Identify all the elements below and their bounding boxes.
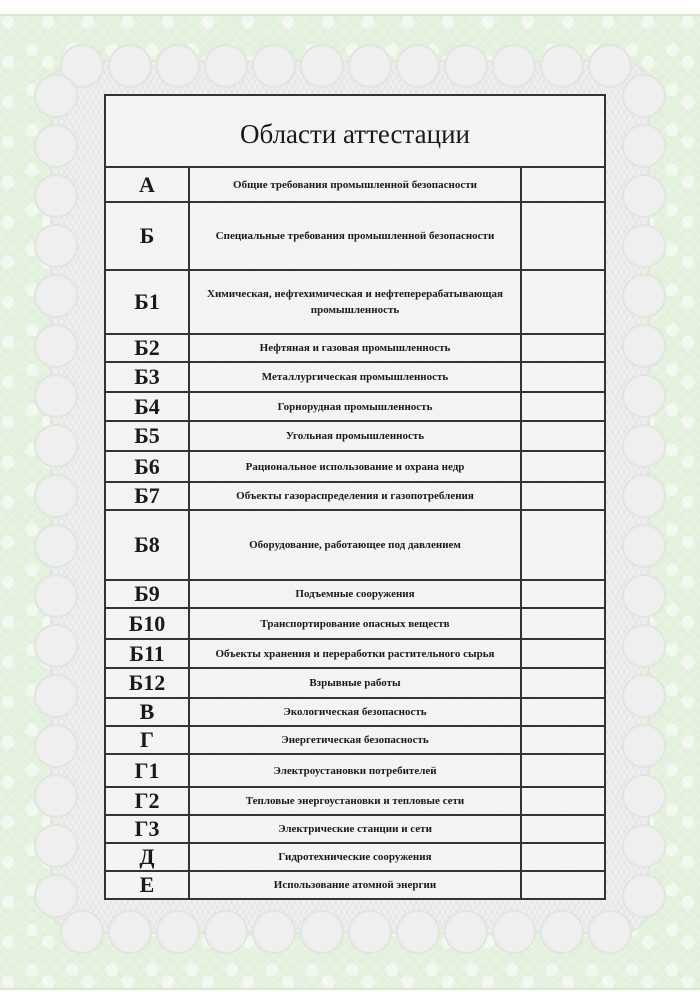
area-description: Угольная промышленность xyxy=(189,421,521,451)
table-row xyxy=(105,580,605,608)
area-code: Б9 xyxy=(105,580,189,608)
scallop-ornament xyxy=(624,476,664,516)
area-code: Б12 xyxy=(105,668,189,698)
area-code: Г1 xyxy=(105,754,189,787)
scallop-ornament xyxy=(624,226,664,266)
scallop-ornament xyxy=(624,176,664,216)
scallop-ornament xyxy=(36,526,76,566)
scallop-ornament xyxy=(350,46,390,86)
table-row xyxy=(105,167,605,202)
area-code: Б4 xyxy=(105,392,189,421)
scallop-ornament xyxy=(36,776,76,816)
empty-mark-cell xyxy=(521,815,605,843)
area-description: Химическая, нефтехимическая и нефтеперерабатывающая промышленность xyxy=(189,270,521,334)
area-code: Б5 xyxy=(105,421,189,451)
empty-mark-cell xyxy=(521,421,605,451)
empty-mark-cell xyxy=(521,608,605,639)
scallop-ornament xyxy=(36,676,76,716)
table-row xyxy=(105,698,605,726)
empty-mark-cell xyxy=(521,726,605,754)
scallop-ornament xyxy=(36,476,76,516)
area-description: Рациональное использование и охрана недр xyxy=(189,451,521,482)
table-row xyxy=(105,451,605,482)
area-description: Взрывные работы xyxy=(189,668,521,698)
area-code: А xyxy=(105,167,189,202)
empty-mark-cell xyxy=(521,698,605,726)
area-description: Гидротехнические сооружения xyxy=(189,843,521,871)
scallop-ornament xyxy=(158,912,198,952)
scallop-ornament xyxy=(624,526,664,566)
table-row xyxy=(105,392,605,421)
table-row xyxy=(105,871,605,899)
area-description: Экологическая безопасность xyxy=(189,698,521,726)
scallop-ornament xyxy=(36,126,76,166)
empty-mark-cell xyxy=(521,334,605,362)
scallop-ornament xyxy=(624,776,664,816)
scallop-ornament xyxy=(398,46,438,86)
scallop-ornament xyxy=(624,126,664,166)
scallop-ornament xyxy=(624,876,664,916)
area-code: Б8 xyxy=(105,510,189,580)
scallop-ornament xyxy=(302,46,342,86)
area-description: Металлургическая промышленность xyxy=(189,362,521,392)
area-description: Объекты хранения и переработки растительного сырья xyxy=(189,639,521,668)
area-description: Оборудование, работающее под давлением xyxy=(189,510,521,580)
scallop-ornament xyxy=(446,912,486,952)
empty-mark-cell xyxy=(521,482,605,510)
scallop-ornament xyxy=(542,912,582,952)
area-description: Общие требования промышленной безопасности xyxy=(189,167,521,202)
empty-mark-cell xyxy=(521,167,605,202)
scallop-ornament xyxy=(624,576,664,616)
empty-mark-cell xyxy=(521,871,605,899)
area-description: Нефтяная и газовая промышленность xyxy=(189,334,521,362)
table-row xyxy=(105,510,605,580)
scallop-ornament xyxy=(36,876,76,916)
table-row xyxy=(105,668,605,698)
area-code: Б2 xyxy=(105,334,189,362)
scallop-ornament xyxy=(110,912,150,952)
scallop-ornament xyxy=(494,912,534,952)
empty-mark-cell xyxy=(521,392,605,421)
area-code: Б xyxy=(105,202,189,270)
table-row xyxy=(105,334,605,362)
table-row xyxy=(105,202,605,270)
scallop-ornament xyxy=(36,276,76,316)
table-row xyxy=(105,482,605,510)
area-code: Б11 xyxy=(105,639,189,668)
empty-mark-cell xyxy=(521,202,605,270)
area-code: Г xyxy=(105,726,189,754)
scallop-ornament xyxy=(494,46,534,86)
scallop-ornament xyxy=(624,626,664,666)
area-description: Объекты газораспределения и газопотребления xyxy=(189,482,521,510)
scallop-ornament xyxy=(624,726,664,766)
empty-mark-cell xyxy=(521,362,605,392)
scallop-ornament xyxy=(624,826,664,866)
scallop-ornament xyxy=(36,76,76,116)
empty-mark-cell xyxy=(521,668,605,698)
scallop-ornament xyxy=(624,76,664,116)
scallop-ornament xyxy=(36,726,76,766)
area-description: Транспортирование опасных веществ xyxy=(189,608,521,639)
table-row xyxy=(105,608,605,639)
scallop-ornament xyxy=(36,826,76,866)
area-description: Электрические станции и сети xyxy=(189,815,521,843)
table-row xyxy=(105,421,605,451)
table-row xyxy=(105,754,605,787)
table-row xyxy=(105,362,605,392)
scallop-ornament xyxy=(302,912,342,952)
table-row xyxy=(105,270,605,334)
empty-mark-cell xyxy=(521,510,605,580)
empty-mark-cell xyxy=(521,580,605,608)
area-description: Горнорудная промышленность xyxy=(189,392,521,421)
scallop-ornament xyxy=(590,46,630,86)
table-row xyxy=(105,726,605,754)
empty-mark-cell xyxy=(521,451,605,482)
title-row xyxy=(105,95,605,167)
area-code: Г2 xyxy=(105,787,189,815)
scallop-ornament xyxy=(624,426,664,466)
empty-mark-cell xyxy=(521,270,605,334)
area-description: Использование атомной энергии xyxy=(189,871,521,899)
scallop-ornament xyxy=(624,376,664,416)
scallop-ornament xyxy=(254,46,294,86)
area-description: Энергетическая безопасность xyxy=(189,726,521,754)
area-code: Е xyxy=(105,871,189,899)
scallop-ornament xyxy=(36,176,76,216)
area-code: Д xyxy=(105,843,189,871)
page-title: Области аттестации xyxy=(105,95,605,167)
area-code: В xyxy=(105,698,189,726)
area-code: Б1 xyxy=(105,270,189,334)
empty-mark-cell xyxy=(521,843,605,871)
area-description: Специальные требования промышленной безопасности xyxy=(189,202,521,270)
scallop-ornament xyxy=(36,226,76,266)
scallop-ornament xyxy=(36,576,76,616)
empty-mark-cell xyxy=(521,787,605,815)
empty-mark-cell xyxy=(521,754,605,787)
table-row xyxy=(105,815,605,843)
scallop-ornament xyxy=(590,912,630,952)
scallop-ornament xyxy=(36,426,76,466)
area-code: Г3 xyxy=(105,815,189,843)
scallop-ornament xyxy=(62,912,102,952)
attestation-areas-table xyxy=(104,94,606,900)
scallop-ornament xyxy=(350,912,390,952)
area-code: Б3 xyxy=(105,362,189,392)
area-description: Электроустановки потребителей xyxy=(189,754,521,787)
area-description: Тепловые энергоустановки и тепловые сети xyxy=(189,787,521,815)
scallop-ornament xyxy=(254,912,294,952)
scallop-ornament xyxy=(158,46,198,86)
scallop-ornament xyxy=(206,912,246,952)
scallop-ornament xyxy=(542,46,582,86)
scallop-ornament xyxy=(624,276,664,316)
table-row xyxy=(105,843,605,871)
area-code: Б7 xyxy=(105,482,189,510)
scallop-ornament xyxy=(446,46,486,86)
table-row xyxy=(105,787,605,815)
empty-mark-cell xyxy=(521,639,605,668)
scallop-ornament xyxy=(624,676,664,716)
area-description: Подъемные сооружения xyxy=(189,580,521,608)
scallop-ornament xyxy=(624,326,664,366)
scallop-ornament xyxy=(36,376,76,416)
table-row xyxy=(105,639,605,668)
area-code: Б10 xyxy=(105,608,189,639)
scallop-ornament xyxy=(36,626,76,666)
scallop-ornament xyxy=(110,46,150,86)
scallop-ornament xyxy=(36,326,76,366)
scallop-ornament xyxy=(206,46,246,86)
scallop-ornament xyxy=(398,912,438,952)
area-code: Б6 xyxy=(105,451,189,482)
